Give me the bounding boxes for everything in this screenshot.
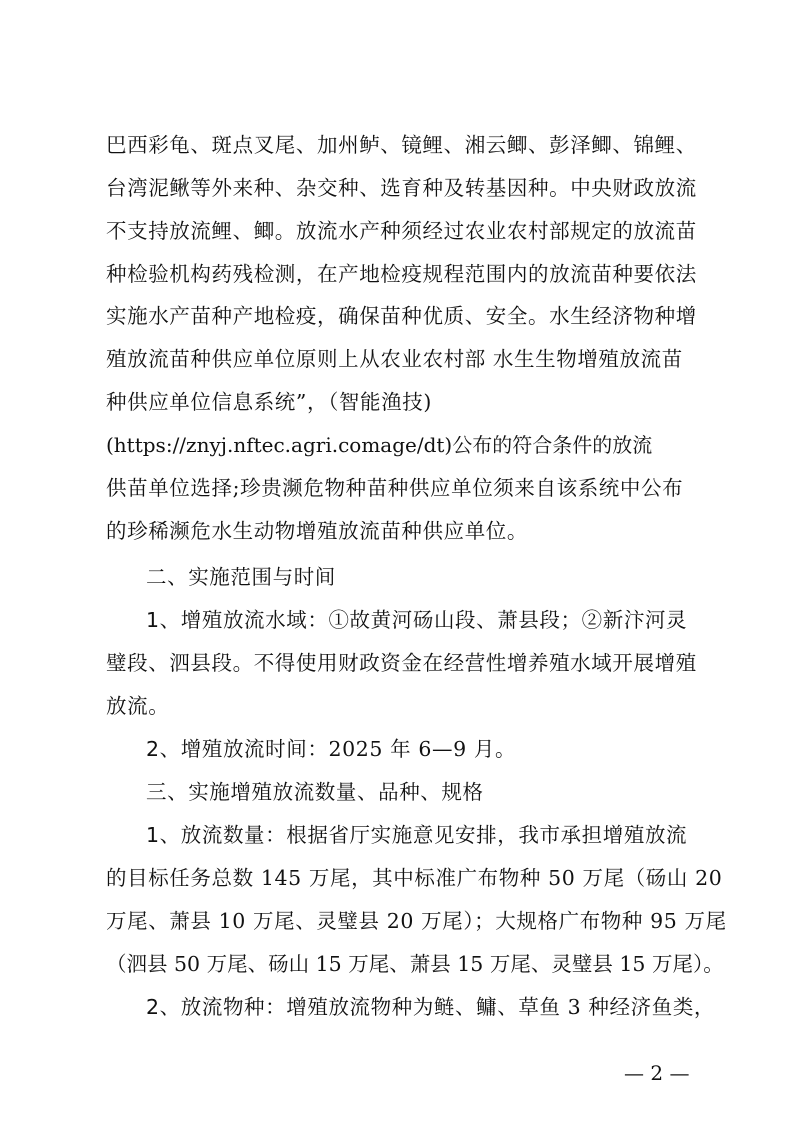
release-quantity-line: 1、放流数量：根据省厅实施意见安排，我市承担增殖放流 <box>146 823 688 847</box>
release-time-line <box>146 735 516 763</box>
paragraph-line: 放流。 <box>106 694 170 718</box>
paragraph-line: 的珍稀濒危水生动物增殖放流苗种供应单位。 <box>106 519 528 543</box>
scope-waters-text: ①故黄河砀山段、萧县段；②新汴河灵 <box>328 608 688 632</box>
paragraph-line: 台湾泥鳅等外来种、杂交种、选育种及转基因种。中央财政放流 <box>106 176 697 200</box>
release-species-line <box>146 993 715 1021</box>
paragraph-line: 巴西彩龟、斑点叉尾、加州鲈、镜鲤、湘云鲫、彭泽鲫、锦鲤、 <box>106 133 697 157</box>
release-species-text: 增殖放流物种为鲢、鳙、草鱼 3 种经济鱼类， <box>286 995 716 1019</box>
target-total-text: 145 万尾，其中标准广布物种 50 万尾（砀山 20 <box>253 866 723 890</box>
page-number: — 2 — <box>624 1061 690 1085</box>
section-heading-scope-time: 二、实施范围与时间 <box>146 565 336 589</box>
release-quantity-line2 <box>106 864 722 892</box>
release-time-text: 2025 年 6—9 月。 <box>328 737 517 761</box>
release-species-label: 2、放流物种： <box>146 995 287 1019</box>
scope-waters-line <box>146 606 687 634</box>
target-total-label: 的目标任务总数 <box>106 866 254 890</box>
release-time-label: 2、增殖放流时间： <box>146 737 329 761</box>
paragraph-line: 种供应单位信息系统”，（智能渔技) <box>106 390 432 414</box>
paragraph-line: （泗县 50 万尾、砀山 15 万尾、萧县 15 万尾、灵璧县 15 万尾）。 <box>106 952 724 976</box>
paragraph-line: 不支持放流鲤、鲫。放流水产种须经过农业农村部规定的放流苗 <box>106 219 697 243</box>
paragraph-line: 种检验机构药残检测，在产地检疫规程范围内的放流苗种要依法 <box>106 262 697 286</box>
paragraph-line: 实施水产苗种产地检疫，确保苗种优质、安全。水生经济物种增 <box>106 304 697 328</box>
scope-waters-label: 1、增殖放流水域： <box>146 608 329 632</box>
paragraph-line: 璧段、泗县段。不得使用财政资金在经营性增养殖水域开展增殖 <box>106 651 697 675</box>
paragraph-line: 供苗单位选择;珍贵濒危物种苗种供应单位须来自该系统中公布 <box>106 476 684 500</box>
paragraph-line-url: (https://znyj.nftec.agri.comage/dt)公布的符合条件的放流 <box>106 433 653 457</box>
paragraph-line: 殖放流苗种供应单位原则上从农业农村部 水生生物增殖放流苗 <box>106 347 683 371</box>
section-heading-quantity-species: 三、实施增殖放流数量、品种、规格 <box>146 780 484 804</box>
paragraph-line: 万尾、萧县 10 万尾、灵璧县 20 万尾）；大规格广布物种 95 万尾 <box>106 909 727 933</box>
